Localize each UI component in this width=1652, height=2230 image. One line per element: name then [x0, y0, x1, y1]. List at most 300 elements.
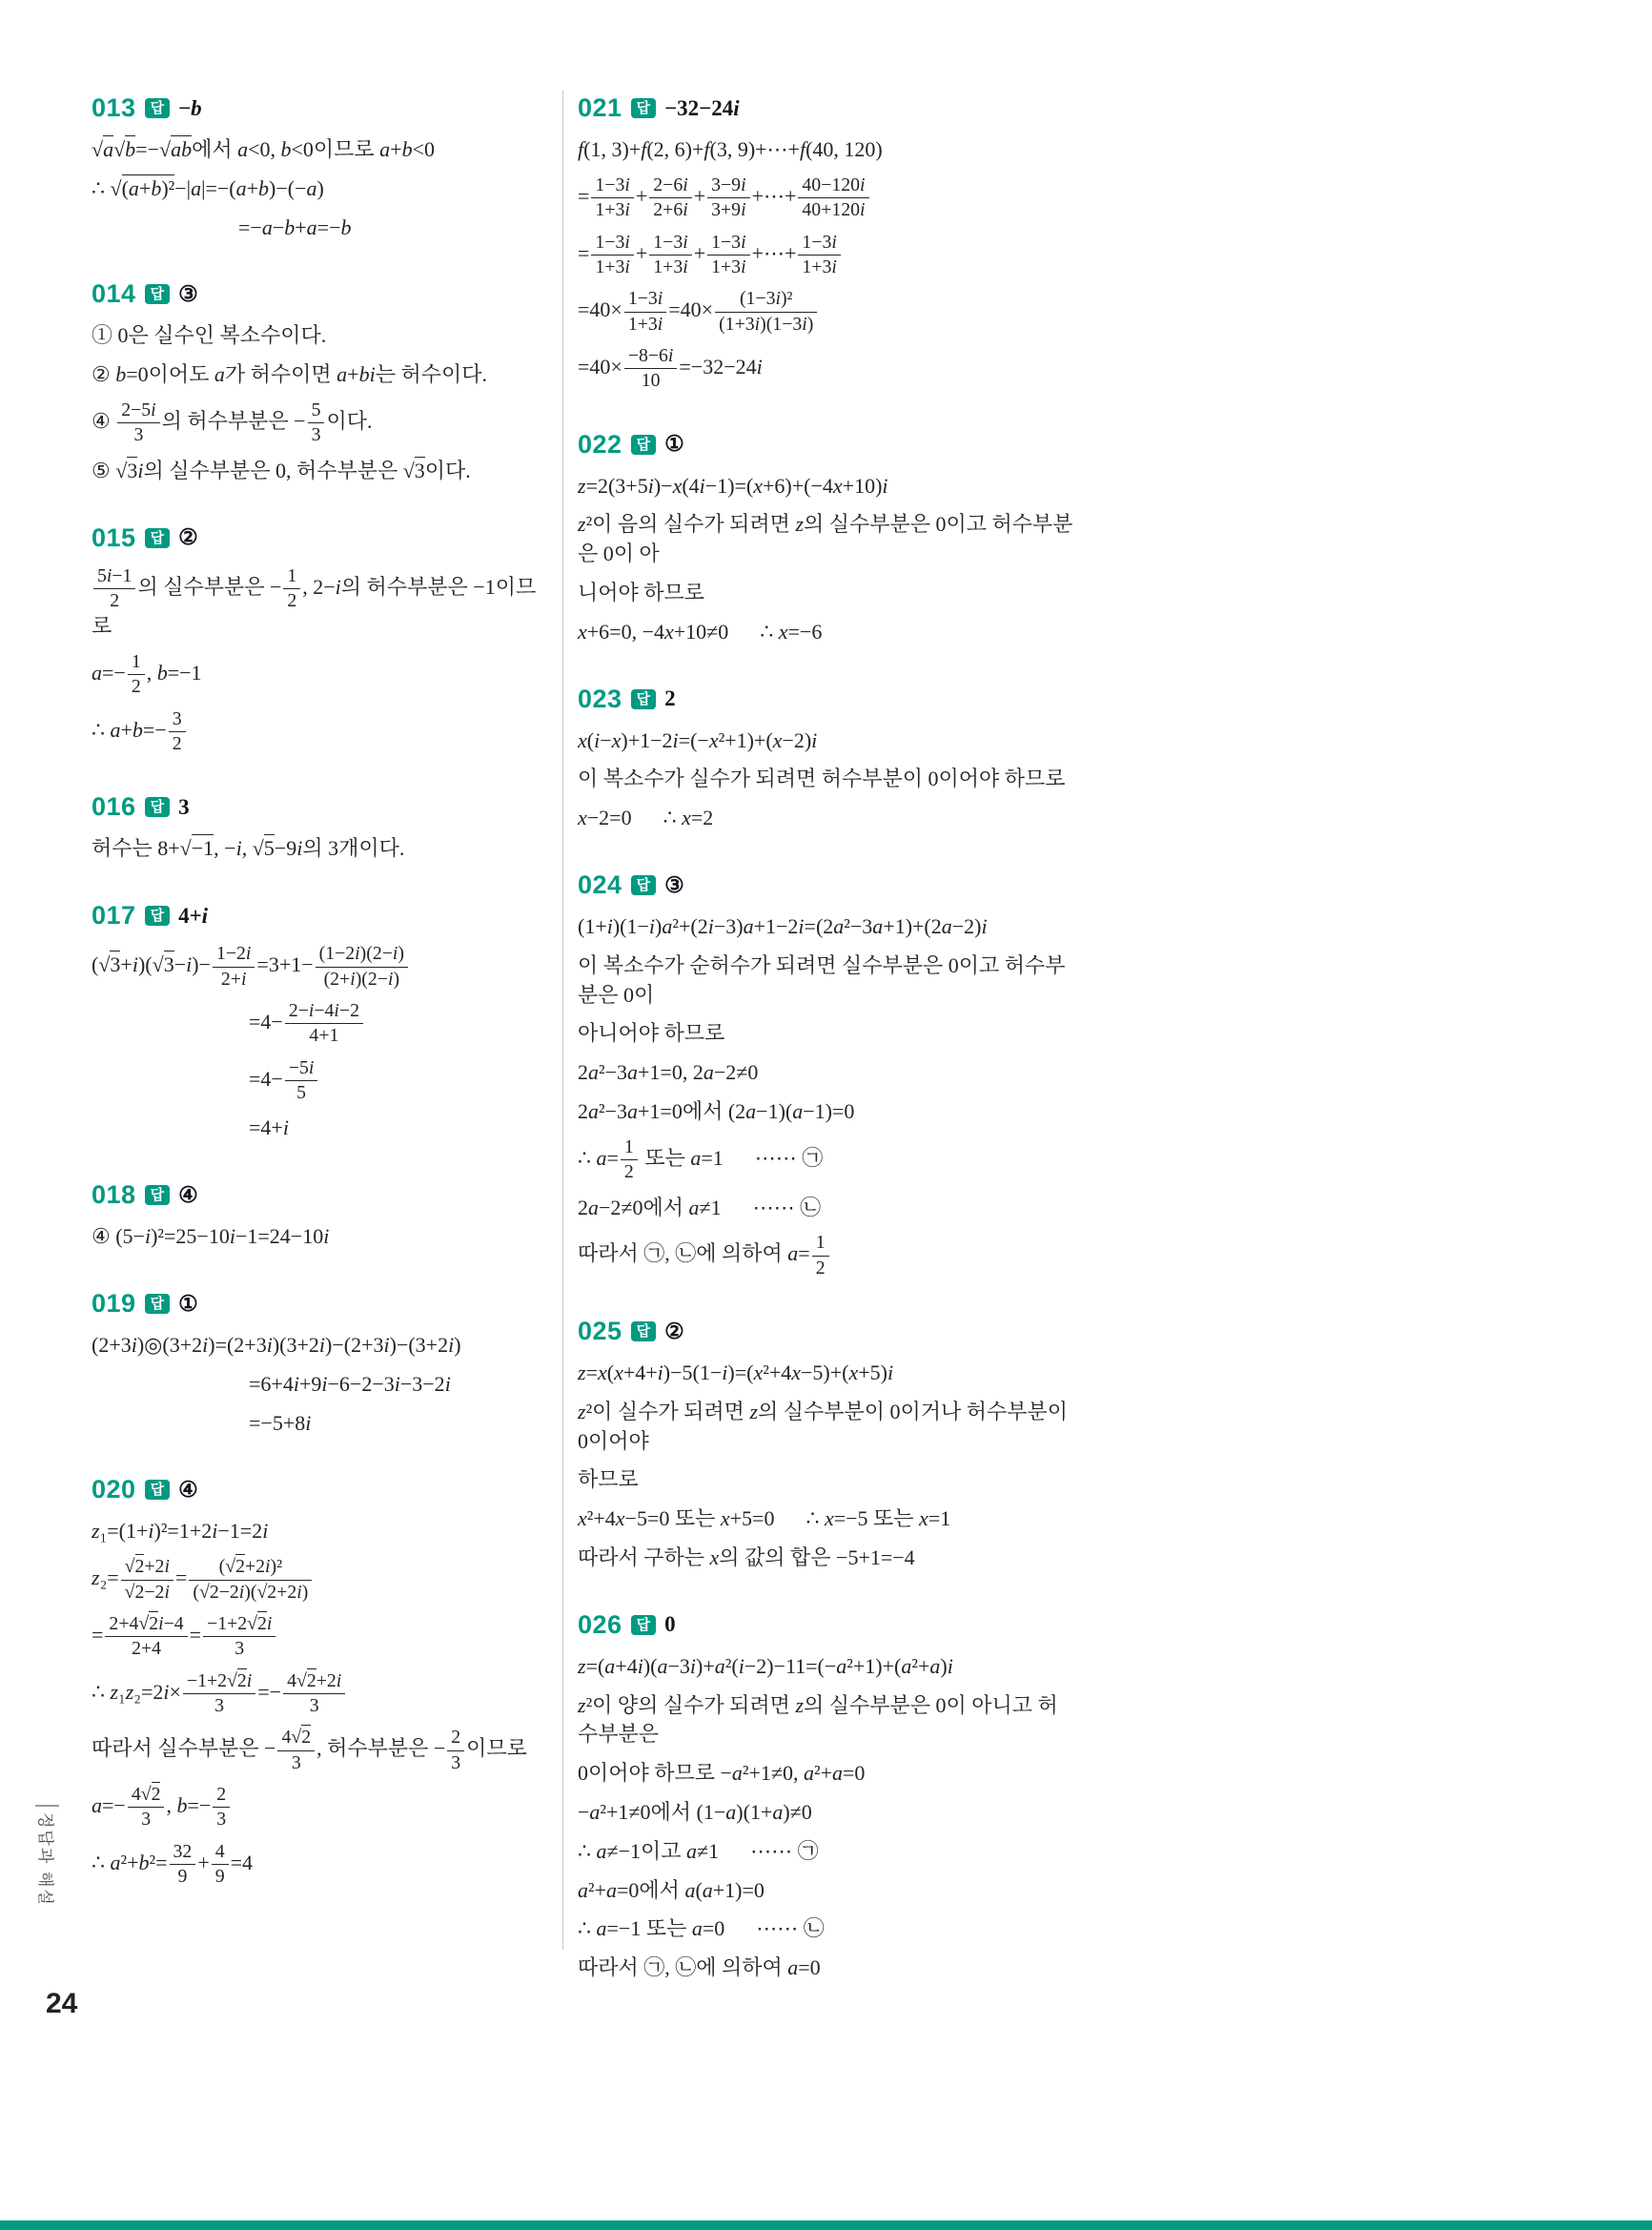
solution-line: (2+3i)◎(3+2i)=(2+3i)(3+2i)−(2+3i)−(3+2i): [92, 1333, 461, 1357]
problem-026: [578, 1610, 1075, 1988]
math-variable: i: [624, 231, 630, 253]
fraction: [203, 1613, 275, 1661]
math-variable: i: [245, 943, 252, 965]
fraction-numerator: 5i−1: [93, 565, 135, 589]
fraction-numerator: 2: [213, 1784, 230, 1808]
math-variable: i: [148, 1519, 154, 1544]
solution-line: z²이 음의 실수가 되려면 z의 실수부분은 0이고 허수부분은 0이 아: [578, 512, 1073, 566]
fraction-denominator: 1+3i: [595, 199, 630, 221]
solution-line: 아니어야 하므로: [578, 1021, 725, 1046]
problem-number: 024: [578, 870, 622, 900]
math-variable: a: [772, 1800, 784, 1825]
fraction: [707, 232, 749, 279]
fraction-denominator: 3: [216, 1809, 227, 1831]
math-variable: b: [138, 1850, 150, 1874]
solution-line: =40× $\frac{1-3i}{1+3i}$ =40× $\frac{\text{(1−3i)²}}{(1+3i)(1-3i)}$: [578, 283, 1075, 340]
fraction: [283, 565, 300, 613]
answer-badge: 답: [145, 1480, 171, 1500]
fraction-numerator: 1: [812, 1232, 829, 1256]
solution-line: (1+i)(1−i)a²+(2i−3)a+1−2i=(2a²−3a+1)+(2a−2)i: [578, 914, 988, 939]
radicand: 3: [163, 952, 174, 977]
fraction-denominator: 9: [214, 1866, 225, 1888]
fraction-numerator: 1−3i: [591, 232, 633, 256]
solution-line: 이 복소수가 실수가 되려면 허수부분이 0이어야 하므로: [578, 767, 1066, 791]
radicand: 2: [257, 1612, 267, 1634]
fraction-denominator: 3: [214, 1694, 225, 1716]
square-root: √2: [225, 1556, 245, 1578]
fraction-denominator: 3: [235, 1638, 245, 1660]
math-variable: a: [191, 175, 202, 200]
square-root: √2: [138, 1612, 159, 1634]
solution-line: f(1, 3)+f(2, 6)+f(3, 9)+⋯+f(40, 120): [578, 137, 883, 161]
math-variable: b: [280, 137, 292, 161]
math-variable: a: [588, 1195, 599, 1219]
problem-number: 020: [92, 1475, 136, 1504]
math-variable: i: [831, 231, 837, 253]
fraction-numerator: 40−120i: [798, 174, 868, 198]
solution-line: −a²+1≠0에서 (1−a)(1+a)≠0: [578, 1800, 812, 1825]
math-variable: i: [296, 1581, 302, 1603]
problem-013: [92, 93, 553, 247]
math-variable: a: [627, 1060, 639, 1085]
math-variable: x: [753, 473, 764, 498]
math-variable: i: [308, 999, 315, 1021]
math-variable: a: [743, 914, 754, 939]
fraction: [212, 1841, 229, 1889]
math-variable: i: [637, 1653, 643, 1678]
fraction: [213, 1784, 230, 1831]
math-variable: i: [350, 968, 356, 990]
solution-line: ④ $\frac{2-5i}{3}$ 의 허수부분은 − $\frac{5}{3}$ 이다.: [92, 399, 373, 446]
math-variable: a: [804, 1761, 814, 1786]
math-variable: a: [110, 717, 121, 742]
math-variable: a: [836, 1653, 847, 1678]
problem-024: [578, 870, 1075, 1284]
answer-value: 2: [664, 686, 676, 711]
math-variable: i: [594, 727, 601, 752]
math-variable: z: [795, 1692, 804, 1717]
solution-line: 이 복소수가 순허수가 되려면 실수부분은 0이고 허수부분은 0이: [578, 952, 1066, 1007]
math-variable: ab: [171, 137, 193, 161]
answer-badge: 답: [145, 98, 171, 118]
fraction: [591, 232, 633, 279]
problem-015: [92, 523, 553, 761]
answer-value: ③: [178, 281, 198, 306]
fraction-denominator: 2: [287, 589, 297, 611]
problem-number: 017: [92, 901, 136, 931]
solution-line: ∴ a+b=− $\frac{3}{2}$: [92, 704, 553, 761]
radicand: −1: [191, 836, 214, 861]
math-variable: a: [792, 1099, 804, 1124]
math-variable: i: [355, 943, 360, 965]
answer-value: ④: [178, 1477, 198, 1502]
math-variable: i: [683, 256, 688, 277]
fraction-numerator: 1−3i: [798, 232, 840, 256]
solution-line: a²+a=0에서 a(a+1)=0: [578, 1877, 765, 1902]
math-variable: x: [753, 1361, 764, 1385]
math-variable: i: [667, 344, 674, 366]
problem-number: 026: [578, 1609, 622, 1639]
math-variable: i: [164, 1581, 170, 1603]
math-variable: z: [578, 1361, 586, 1385]
left-column: [92, 93, 553, 1926]
solution-line: x(i−x)+1−2i=(−x²+1)+(x−2)i: [578, 727, 818, 752]
right-column: [578, 93, 1075, 2020]
math-variable: i: [383, 1333, 390, 1357]
math-variable: a: [596, 1838, 607, 1863]
math-variable: i: [802, 313, 807, 335]
solution-line: 허수는 8+√−1, −i, √5−9i의 3개이다.: [92, 836, 405, 861]
math-variable: a: [929, 1653, 941, 1678]
math-variable: a: [714, 1653, 725, 1678]
math-variable: a: [92, 660, 102, 685]
fraction-numerator: 1: [283, 565, 300, 589]
fraction: [715, 288, 817, 336]
radicand: (a+b)²: [121, 175, 175, 200]
math-variable: a: [832, 1761, 844, 1786]
answer-value: ①: [664, 432, 684, 457]
fraction: [128, 651, 145, 699]
radicand: [171, 135, 192, 161]
radicand: 2: [209, 1581, 219, 1603]
solution-line: z²이 양의 실수가 되려면 z의 실수부분은 0이 아니고 허수부분은: [578, 1692, 1058, 1747]
solution-line: =4+i: [249, 1115, 289, 1140]
math-variable: a: [691, 1916, 703, 1941]
radicand: 2: [134, 1581, 145, 1603]
math-variable: a: [686, 1838, 697, 1863]
math-variable: b: [191, 95, 202, 120]
math-variable: i: [657, 313, 663, 335]
problem-number: 018: [92, 1180, 136, 1210]
solution-line: 2a²−3a+1=0, 2a−2≠0: [578, 1060, 759, 1085]
answer-badge: 답: [145, 797, 171, 817]
math-variable: x: [791, 1361, 801, 1385]
math-variable: a: [725, 1800, 737, 1825]
math-variable: i: [266, 1333, 273, 1357]
math-variable: i: [308, 1056, 315, 1078]
math-variable: x: [615, 1506, 625, 1531]
fraction: [308, 399, 325, 447]
math-variable: a: [690, 1145, 702, 1170]
fraction-numerator: 5: [308, 399, 325, 423]
square-root: √(a+b)²: [110, 175, 175, 200]
problem-025: [578, 1317, 1075, 1578]
fraction: [213, 943, 255, 991]
math-variable: a: [703, 1060, 714, 1085]
answer-badge: 답: [631, 689, 657, 709]
math-variable: z: [125, 1679, 134, 1704]
problem-019: [92, 1289, 553, 1442]
problem-header: [578, 1610, 1075, 1640]
solution-line: z₁=(1+i)²=1+2i−1=2i: [92, 1519, 269, 1544]
math-variable: a: [596, 1145, 607, 1170]
math-variable: a: [261, 215, 273, 239]
fraction-denominator: 3: [309, 1694, 319, 1716]
problem-header: [578, 685, 1075, 714]
problem-020: [92, 1475, 553, 1892]
math-variable: a: [684, 1877, 696, 1902]
fraction: [93, 565, 135, 613]
math-variable: x: [578, 1506, 587, 1531]
solution-line: =6+4i+9i−6−2−3i−3−2i: [249, 1371, 451, 1396]
fraction-numerator: 1−3i: [624, 288, 666, 312]
math-variable: a: [745, 1099, 757, 1124]
math-variable: x: [848, 1361, 859, 1385]
fraction-numerator: 4: [212, 1841, 229, 1865]
solution-line: = $\frac{2+4√2i-4}{2+4}$ = $\frac{-1+2√2i}{3}$: [92, 1608, 553, 1666]
solution-line: √a√b=−√ab에서 a<0, b<0이므로 a+b<0: [92, 137, 436, 161]
solution-line: z=(a+4i)(a−3i)+a²(i−2)−11=(−a²+1)+(a²+a)i: [578, 1653, 953, 1678]
math-variable: x: [772, 727, 783, 752]
math-variable: i: [164, 1556, 170, 1578]
fraction: [285, 1057, 318, 1105]
math-variable: i: [186, 952, 193, 977]
math-variable: i: [606, 914, 613, 939]
math-variable: a: [103, 137, 114, 161]
solution-line: ④ (5−i)²=25−10i−1=24−10i: [92, 1224, 330, 1249]
solution-line: ⑤ √3i의 실수부분은 0, 허수부분은 √3이다.: [92, 458, 471, 482]
solution-line: z²이 실수가 되려면 z의 실수부분이 0이거나 허수부분이 0이어야: [578, 1399, 1073, 1453]
answer-badge: 답: [145, 528, 171, 548]
radicand: 3: [127, 458, 138, 482]
square-root: √2: [256, 1581, 277, 1603]
math-variable: z: [795, 512, 804, 537]
fraction-numerator: −8−6i: [624, 345, 678, 369]
math-variable: a: [235, 175, 247, 200]
fraction-numerator: 1: [128, 651, 145, 675]
problem-header: [92, 1289, 553, 1319]
fraction-numerator: (1−2i)(2−i): [316, 943, 408, 967]
math-variable: b: [151, 175, 162, 200]
answer-value: ③: [664, 872, 684, 897]
answer-value: 0: [664, 1612, 676, 1637]
math-variable: x: [919, 1506, 928, 1531]
math-variable: a: [596, 1916, 607, 1941]
fraction-denominator: 4+1: [309, 1025, 339, 1047]
math-variable: i: [296, 836, 303, 861]
problem-number: 022: [578, 429, 622, 459]
math-variable: z: [110, 1679, 119, 1704]
solution-line: z=2(3+5i)−x(4i−1)=(x+6)+(−4x+10)i: [578, 473, 888, 498]
fraction-denominator: (√2−2i)(√2+2i): [193, 1581, 309, 1603]
math-variable: i: [318, 1333, 326, 1357]
solution-line: 따라서 ㉠, ㉡에 의하여 a=0: [578, 1955, 821, 1980]
math-variable: i: [657, 1361, 663, 1385]
math-variable: a: [237, 137, 249, 161]
answer-value: ②: [664, 1319, 684, 1343]
answer-value: 3: [178, 794, 190, 819]
fraction: [170, 1841, 196, 1889]
math-variable: x: [578, 806, 587, 830]
answer-badge: 답: [145, 284, 171, 304]
fraction: [117, 399, 159, 447]
math-variable: b: [258, 175, 270, 200]
solution-line: 0이어야 하므로 −a²+1≠0, a²+a=0: [578, 1761, 866, 1786]
math-variable: i: [392, 943, 398, 965]
solution-line: z₂= $\frac{√2+2i}{√2-2i}$ = $\frac{\text{(√2+2i)²}}{(√2-2i)(√2+2i)}$: [92, 1551, 553, 1608]
answer-badge: 답: [145, 906, 171, 926]
solution-line: ∴ a= $\frac{1}{2}$ 또는 a=1 ⋯⋯ ㉠: [578, 1135, 824, 1183]
math-variable: a: [128, 175, 139, 200]
sidebar-edge-label: 정답과 해설: [35, 1805, 59, 1907]
math-variable: f: [799, 137, 806, 161]
solution-line: x−2=0 ∴ x=2: [578, 806, 714, 830]
math-variable: i: [334, 999, 339, 1021]
problem-016: [92, 792, 553, 869]
fraction-numerator: −5i: [285, 1057, 318, 1081]
fraction: [283, 1670, 345, 1718]
fraction-denominator: 10: [641, 370, 661, 392]
fraction-numerator: 2−6i: [649, 174, 691, 198]
solution-line: =40× $\frac{-8-6i}{10}$ =−32−24i: [578, 344, 763, 392]
math-variable: b: [115, 362, 127, 387]
math-variable: a: [702, 1877, 713, 1902]
solution-line: ∴ z₁z₂=2i× $\frac{-1+2√2i}{3}$ =− $\frac{4√2+2i}{3}$: [92, 1666, 553, 1723]
radicand: 3: [110, 952, 121, 977]
square-root: √2: [291, 1727, 312, 1749]
problem-number: 016: [92, 792, 136, 822]
math-variable: a: [379, 137, 391, 161]
math-variable: b: [132, 717, 143, 742]
math-variable: z: [578, 1399, 586, 1423]
math-variable: i: [265, 1556, 271, 1578]
solution-line: z=x(x+4+i)−5(1−i)=(x²+4x−5)+(x+5)i: [578, 1361, 894, 1385]
fraction-denominator: 2+6i: [653, 199, 688, 221]
math-variable: i: [672, 727, 679, 752]
math-variable: i: [246, 1669, 253, 1691]
math-variable: i: [144, 1224, 152, 1249]
answer-value: ②: [178, 525, 198, 549]
square-root: √2: [124, 1581, 145, 1603]
answer-value: −32−24i: [664, 95, 740, 120]
math-variable: i: [741, 174, 746, 195]
square-root: √3: [152, 952, 174, 977]
problem-014: [92, 279, 553, 490]
fraction-numerator: 4√2: [277, 1727, 315, 1750]
fraction: [447, 1727, 464, 1774]
math-variable: x: [614, 1361, 623, 1385]
solution-line: (√3+i)(√3−i)− $\frac{1-2i}{2+i}$ =3+1− $\frac{(1-2i)(2-i)}{(2+i)(2-i)}$: [92, 938, 553, 995]
square-root: √−1: [179, 836, 214, 861]
fraction-numerator: 2: [447, 1727, 464, 1750]
math-variable: a: [92, 1792, 102, 1817]
math-variable: i: [860, 174, 866, 195]
problem-header: [92, 523, 553, 553]
fraction: [649, 174, 691, 222]
problem-header: [92, 279, 553, 309]
fraction-denominator: 2: [131, 676, 141, 698]
fraction-denominator: 3+9i: [711, 199, 746, 221]
fraction: [707, 174, 749, 222]
fraction-denominator: 2+4: [132, 1638, 161, 1660]
fraction: [591, 174, 633, 222]
math-variable: i: [212, 1519, 218, 1544]
solution-line: ① 0은 실수인 복소수이다.: [92, 323, 327, 348]
answer-value: −b: [178, 95, 202, 120]
problem-header: [92, 792, 553, 822]
problem-header: [92, 93, 553, 123]
solution-line: ② b=0이어도 a가 허수이면 a+bi는 허수이다.: [92, 362, 487, 387]
square-root: √2: [140, 1784, 161, 1806]
math-variable: i: [321, 1371, 328, 1396]
solution-line: $\frac{5i-1}{2}$ 의 실수부분은 − $\frac{1}{2}$ , 2−i의 허수부분은 −1이므로: [92, 564, 537, 639]
solution-line: 2a−2≠0에서 a≠1 ⋯⋯ ㉡: [578, 1195, 822, 1219]
math-variable: b: [125, 137, 136, 161]
problem-header: [578, 93, 1075, 123]
math-variable: x: [709, 1545, 720, 1570]
square-root: √2: [124, 1556, 145, 1578]
fraction-numerator: 1−3i: [591, 174, 633, 198]
radicand: [103, 135, 113, 161]
fraction: [624, 345, 678, 393]
solution-line: ∴ a²+b²= $\frac{32}{9}$ + $\frac{4}{9}$ =4: [92, 1840, 254, 1888]
fraction-denominator: 2: [172, 733, 182, 755]
math-variable: x: [778, 619, 788, 644]
square-root: √5: [252, 836, 275, 861]
fraction: [277, 1727, 315, 1774]
solution-line: = $\frac{1-3i}{1+3i}$ + $\frac{2-6i}{2+6i}$ + $\frac{3-9i}{3+9i}$ +⋯+ $\frac{40-120i}{40+120i}$: [578, 170, 1075, 227]
fraction-numerator: √2+2i: [121, 1556, 173, 1580]
fraction: [798, 232, 840, 279]
fraction: [183, 1670, 255, 1718]
math-variable: a: [872, 914, 884, 939]
math-variable: z: [578, 1692, 586, 1717]
fraction-numerator: (1−3i)²: [715, 288, 817, 312]
fraction-numerator: 4√2+2i: [283, 1670, 345, 1694]
radicand: 3: [414, 458, 425, 482]
math-variable: a: [306, 175, 317, 200]
math-variable: a: [578, 1877, 588, 1902]
solution-line: =−5+8i: [249, 1410, 312, 1435]
math-variable: i: [647, 473, 654, 498]
problem-header: [92, 901, 553, 931]
math-variable: x: [720, 1506, 730, 1531]
math-variable: a: [662, 914, 673, 939]
answer-badge: 답: [145, 1185, 171, 1205]
problem-number: 013: [92, 93, 136, 122]
math-variable: i: [158, 1612, 164, 1634]
fraction-numerator: 1−2i: [213, 943, 255, 967]
math-variable: a: [214, 362, 225, 387]
math-variable: z: [92, 1565, 100, 1590]
math-variable: i: [293, 1371, 299, 1396]
solution-line: x+6=0, −4x+10≠0 ∴ x=−6: [578, 619, 823, 644]
math-variable: a: [589, 1800, 601, 1825]
math-variable: x: [578, 619, 587, 644]
fraction-numerator: 2−5i: [117, 399, 159, 423]
math-variable: i: [137, 458, 144, 482]
fraction-numerator: 2+4√2i−4: [105, 1613, 187, 1637]
math-variable: i: [163, 1679, 170, 1704]
fraction-denominator: 1+3i: [595, 256, 630, 277]
math-variable: i: [624, 256, 630, 277]
math-variable: x: [611, 727, 622, 752]
page-number: 24: [46, 1988, 78, 2019]
math-variable: i: [860, 199, 866, 221]
problem-number: 025: [578, 1317, 622, 1346]
math-variable: i: [741, 199, 746, 221]
math-variable: i: [266, 1612, 273, 1634]
solution-line: a=− $\frac{4√2}{3}$ , b=− $\frac{2}{3}$: [92, 1779, 553, 1836]
square-root: √2: [198, 1581, 219, 1603]
math-variable: x: [832, 473, 843, 498]
math-variable: a: [588, 1099, 599, 1124]
fraction-denominator: 2+i: [220, 968, 247, 990]
math-variable: i: [689, 1653, 697, 1678]
math-variable: a: [787, 1241, 799, 1266]
math-variable: b: [284, 215, 296, 239]
math-variable: i: [262, 1519, 269, 1544]
